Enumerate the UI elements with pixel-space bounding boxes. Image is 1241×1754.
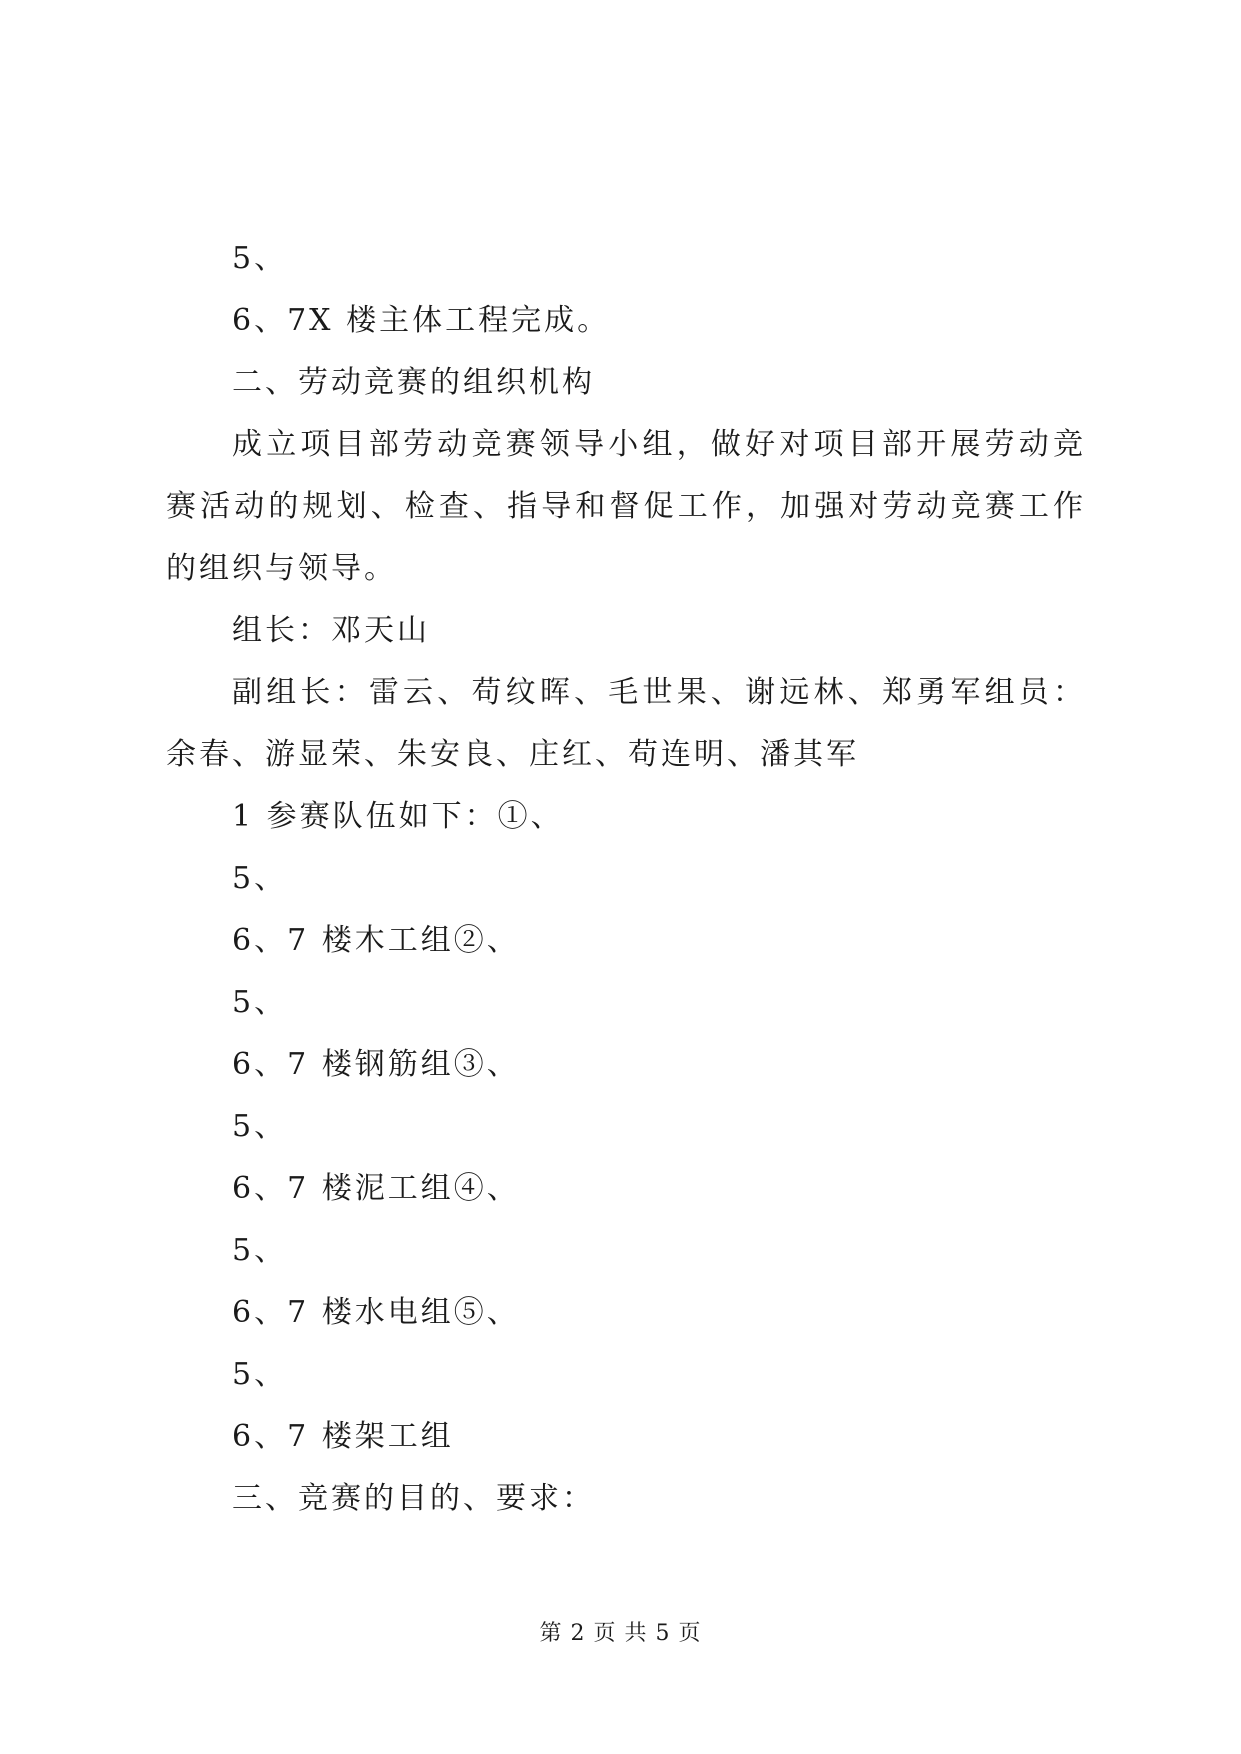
section-heading: 二、劳动竞赛的组织机构 bbox=[232, 365, 595, 400]
section-heading: 三、竞赛的目的、要求： bbox=[232, 1481, 595, 1516]
text-line: 5、 bbox=[232, 1109, 288, 1144]
text-line: 6、7 楼木工组②、 bbox=[232, 923, 520, 958]
paragraph: 成立项目部劳动竞赛领导小组，做好对项目部开展劳动竞赛活动的规划、检查、指导和督促工作，加强对劳动竞赛工作的组织与领导。 bbox=[166, 427, 1086, 586]
text-line: 5、 bbox=[232, 1357, 288, 1392]
text-line: 1 参赛队伍如下：①、 bbox=[232, 799, 564, 834]
paragraph: 副组长：雷云、苟纹晖、毛世果、谢远林、郑勇军组员：余春、游显荣、朱安良、庄红、苟连明、潘其军 bbox=[166, 675, 1086, 772]
text-line: 6、7 楼钢筋组③、 bbox=[232, 1047, 520, 1082]
document-body bbox=[166, 228, 1086, 1530]
text-line: 5、 bbox=[232, 1233, 288, 1268]
text-line: 6、7 楼架工组 bbox=[232, 1419, 454, 1454]
text-line: 6、7 楼水电组⑤、 bbox=[232, 1295, 520, 1330]
text-line: 5、 bbox=[232, 241, 288, 276]
text-line: 5、 bbox=[232, 861, 288, 896]
text-line: 6、7 楼泥工组④、 bbox=[232, 1171, 520, 1206]
page-number-footer: 第 2 页 共 5 页 bbox=[539, 1621, 702, 1646]
text-line: 6、7X 楼主体工程完成。 bbox=[232, 303, 611, 338]
text-line: 组长：邓天山 bbox=[232, 613, 430, 648]
text-line: 5、 bbox=[232, 985, 288, 1020]
